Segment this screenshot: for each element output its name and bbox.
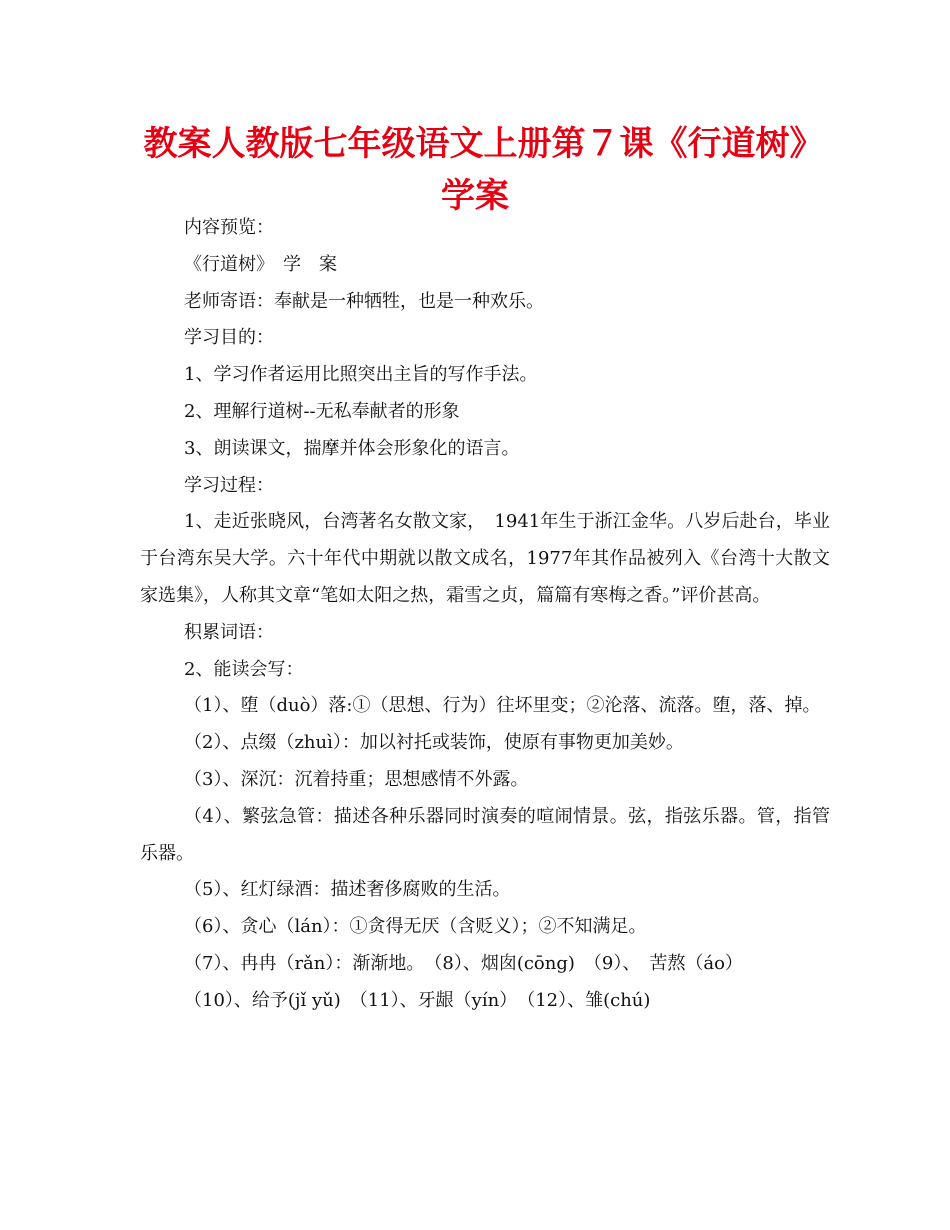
paragraph-vocab-5: （5）、红灯绿酒：描述奢侈腐败的生活。 — [184, 879, 511, 901]
paragraph-vocab-2: （2）、点缀（zhuì）：加以衬托或装饰，使原有事物更加美妙。 — [184, 732, 684, 754]
paragraph-vocab-4: （4）、繁弦急管：描述各种乐器同时演奏的喧闹情景。弦，指弦乐器。管，指管乐器。 — [140, 805, 830, 864]
paragraph-goal-2: 2、理解行道树--无私奉献者的形象 — [184, 400, 460, 422]
paragraph-author-intro: 1、走近张晓风，台湾著名女散文家， 1941年生于浙江金华。八岁后赴台，毕业于台湾东吴大学。六十年代中期就以散文成名，1977年其作品被列入《台湾十大散文家选集》，人称其文章“笔如太阳之热，霜雪之贞，篇篇有寒梅之香。”评价甚高。 — [140, 511, 830, 606]
paragraph-teacher-message: 老师寄语：奉献是一种牺牲，也是一种欢乐。 — [184, 290, 544, 312]
paragraph-read-write-label: 2、能读会写： — [184, 658, 304, 680]
paragraph-vocabulary-label: 积累词语： — [184, 621, 274, 643]
paragraph-preview-label: 内容预览： — [184, 217, 274, 238]
document-body — [140, 210, 830, 1020]
paragraph-goal-3: 3、朗读课文，揣摩并体会形象化的语言。 — [184, 437, 520, 459]
paragraph-goals-label: 学习目的： — [184, 327, 274, 349]
paragraph-vocab-7-9: （7）、冉冉（rǎn）：渐渐地。 （8）、烟囱(cōng) （9）、 苦熬（áo） — [184, 952, 743, 974]
paragraph-process-label: 学习过程： — [184, 474, 274, 496]
document-title: 教案人教版七年级语文上册第７课《行道树》学案 — [143, 124, 807, 216]
paragraph-vocab-1: （1）、堕（duò）落:①（思想、行为）往坏里变；②沦落、流落。堕，落、掉。 — [184, 695, 821, 717]
paragraph-vocab-10-12: （10）、给予(jǐ yǔ) （11）、牙龈（yín） （12）、雏(chú) — [184, 989, 651, 1011]
paragraph-vocab-3: （3）、深沉：沉着持重；思想感情不外露。 — [184, 768, 529, 790]
paragraph-heading: 《行道树》 学 案 — [184, 253, 337, 275]
paragraph-vocab-6: （6）、贪心（lán）：①贪得无厌（含贬义）；②不知满足。 — [184, 916, 647, 938]
paragraph-goal-1: 1、学习作者运用比照突出主旨的写作手法。 — [184, 364, 538, 386]
